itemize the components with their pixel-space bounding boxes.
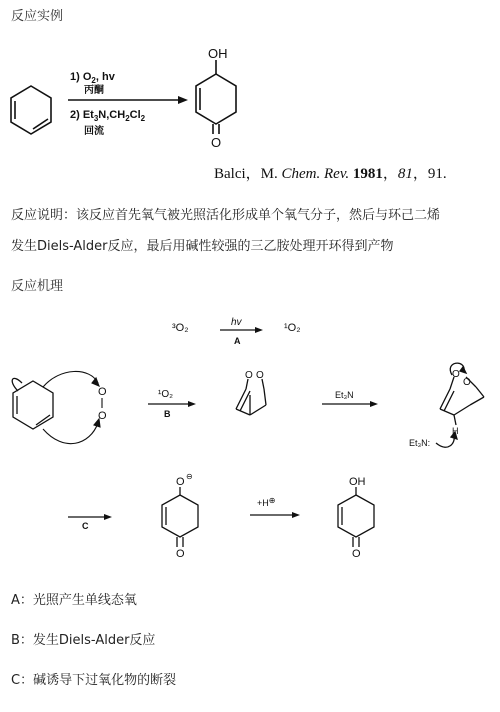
hydroxyl-label: OH — [208, 46, 228, 61]
reference-citation: Balci，M. Chem. Rev. 1981，81，91. — [214, 166, 447, 182]
hydrogen-label: H — [452, 426, 459, 436]
peroxide-o-top: O — [98, 386, 107, 398]
condition-1: 1) $O_2$, hv — [70, 71, 115, 85]
note-a: A：光照产生单线态氧 — [11, 593, 137, 608]
step-c-label: C — [82, 521, 89, 531]
et3n-reagent-label: Et₃N — [335, 390, 354, 400]
proton-label: +H⊕ — [257, 496, 276, 508]
alkoxide-carbonyl-o: O — [176, 548, 185, 560]
description-line-1: 反应说明：该反应首先氧气被光照活化形成单个氧气分子，然后与环己二烯 — [11, 208, 441, 223]
alkoxide-o: O — [176, 476, 185, 488]
product-hydroxyl: OH — [349, 476, 366, 488]
mechanism-scheme — [0, 305, 500, 575]
arrow-c — [68, 514, 112, 520]
negative-charge: ⊖ — [186, 472, 193, 481]
endoperoxide-deprotonation-structure — [436, 363, 484, 447]
note-c: C：碱诱导下过氧化物的断裂 — [11, 673, 177, 688]
carbonyl-o-label: O — [211, 135, 222, 150]
description-line-2: 发生Diels-Alder反应，最后用碱性较强的三乙胺处理开环得到产物 — [11, 239, 394, 254]
product-carbonyl-o: O — [352, 548, 361, 560]
step-a-label: A — [234, 336, 241, 346]
arrow-protonation — [250, 512, 300, 518]
endoperoxide2-o1: O — [452, 369, 460, 380]
step-b-label: B — [164, 409, 171, 419]
endoperoxide-o1: O — [245, 370, 253, 381]
product-structure — [338, 487, 374, 547]
reaction-example-scheme — [0, 30, 500, 220]
product-enone-structure — [196, 60, 236, 134]
triplet-oxygen-label: ³O₂ — [172, 322, 189, 334]
singlet-oxygen-label: ¹O₂ — [284, 322, 301, 334]
endoperoxide2-o2: O — [463, 377, 471, 388]
diene-structure — [12, 378, 53, 429]
condition-2: 2) $Et_3N,CH_2Cl_2$ — [70, 109, 146, 123]
hv-label: hv — [231, 317, 242, 328]
note-b: B：发生Diels-Alder反应 — [11, 633, 156, 648]
et3n-base-label: Et₃N: — [409, 438, 431, 448]
cyclohexadiene-structure — [11, 86, 51, 134]
arrow-et3n — [322, 401, 378, 407]
alkoxide-structure — [162, 487, 198, 547]
condition-1-solvent: 丙酮 — [84, 85, 104, 96]
mechanism-heading: 反应机理 — [11, 279, 64, 294]
endoperoxide-o2: O — [256, 370, 264, 381]
example-heading: 反应实例 — [11, 9, 64, 24]
reaction-arrow — [68, 96, 188, 104]
peroxide-o-bottom: O — [98, 410, 107, 422]
arrow-b — [148, 401, 196, 407]
singlet-oxygen-reagent: ¹O₂ — [158, 389, 173, 400]
endoperoxide-structure — [236, 379, 266, 415]
condition-2-note: 回流 — [84, 126, 104, 137]
electron-push-arrows — [43, 371, 100, 443]
